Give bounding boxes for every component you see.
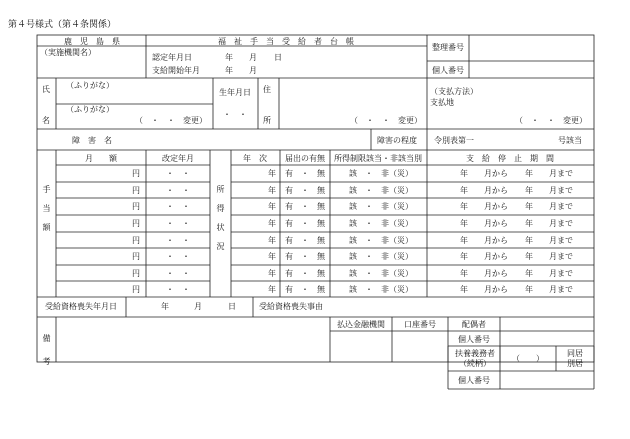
cert-year-label: 年: [225, 53, 233, 62]
row-yen: 円: [132, 236, 140, 245]
loss-day-label: 日: [228, 302, 236, 311]
row-period-from: 年 月から: [460, 269, 508, 278]
row-filing-value: 有 ・ 無: [285, 285, 325, 294]
row-year-unit: 年: [268, 285, 276, 294]
col-income-restriction: 所得制限該当・非該当別: [334, 154, 422, 163]
cohabit-label: 同居: [567, 349, 583, 358]
row-period-to: 年 月まで: [525, 285, 573, 294]
birth-date-label: 生年月日: [219, 88, 251, 97]
row-filing-value: 有 ・ 無: [285, 269, 325, 278]
row-restriction-value: 該 ・ 非（災）: [349, 269, 413, 278]
row-revision-dots: ・ ・: [166, 169, 190, 178]
prefecture-label: 鹿 児 島 県: [64, 37, 120, 46]
col-year: 年 次: [243, 154, 267, 163]
row-revision-dots: ・ ・: [166, 219, 190, 228]
row-revision-dots: ・ ・: [166, 202, 190, 211]
row-revision-dots: ・ ・: [166, 252, 190, 261]
row-revision-dots: ・ ・: [166, 186, 190, 195]
row-year-unit: 年: [268, 236, 276, 245]
ledger-title: 福 祉 手 当 受 給 者 台 帳: [218, 37, 354, 46]
appended-table-label: 令別表第一: [434, 136, 474, 145]
row-year-unit: 年: [268, 202, 276, 211]
row-revision-dots: ・ ・: [166, 269, 190, 278]
col-revision-month: 改定年月: [162, 154, 194, 163]
row-period-to: 年 月まで: [525, 252, 573, 261]
relation-paren: （ ）: [512, 354, 544, 363]
row-filing-value: 有 ・ 無: [285, 236, 325, 245]
row-period-from: 年 月から: [460, 202, 508, 211]
row-period-to: 年 月まで: [525, 269, 573, 278]
account-number-label: 口座番号: [404, 320, 436, 329]
row-yen: 円: [132, 285, 140, 294]
loss-reason-label: 受給資格喪失事由: [259, 302, 323, 311]
address-label-bottom: 所: [263, 116, 271, 125]
item-applicable-label: 号該当: [558, 136, 582, 145]
form-title: 第４号様式（第４条関係）: [8, 20, 117, 30]
row-filing-value: 有 ・ 無: [285, 252, 325, 261]
spouse-personal-number-label: 個人番号: [458, 335, 490, 344]
row-revision-dots: ・ ・: [166, 236, 190, 245]
row-revision-dots: ・ ・: [166, 285, 190, 294]
income-status-side-label: 所得状況: [216, 185, 225, 251]
col-suspension-period: 支 給 停 止 期 間: [466, 154, 554, 163]
row-year-unit: 年: [268, 219, 276, 228]
birth-date-dots: ・ ・: [223, 110, 247, 119]
name-change-note: （ ・ ・ 変更）: [135, 116, 207, 125]
row-period-from: 年 月から: [460, 236, 508, 245]
start-year-label: 年: [225, 66, 233, 75]
address-change-note: （ ・ ・ 変更）: [350, 116, 422, 125]
address-label-top: 住: [263, 85, 271, 94]
name-label-top: 氏: [42, 85, 50, 94]
dependent-personal-number-label: 個人番号: [458, 376, 490, 385]
furigana-label-2: （ふりがな）: [66, 105, 114, 114]
bank-institution-label: 払込金融機関: [337, 320, 385, 329]
remarks-side-label: 備考: [42, 334, 51, 366]
loss-year-label: 年: [161, 302, 169, 311]
row-year-unit: 年: [268, 169, 276, 178]
row-yen: 円: [132, 252, 140, 261]
row-restriction-value: 該 ・ 非（災）: [349, 202, 413, 211]
allowance-side-label: 手当額: [42, 185, 51, 232]
dependent-relation-label: 扶養義務者（続柄）: [455, 349, 495, 368]
row-restriction-value: 該 ・ 非（災）: [349, 186, 413, 195]
disability-degree-label: 障害の程度: [377, 136, 417, 145]
row-year-unit: 年: [268, 252, 276, 261]
row-filing-value: 有 ・ 無: [285, 169, 325, 178]
payment-place-label: （支払方法）支払地: [430, 87, 474, 107]
disability-name-label: 障 害 名: [72, 136, 112, 145]
row-period-to: 年 月まで: [525, 236, 573, 245]
personal-number-label: 個人番号: [432, 66, 464, 75]
row-year-unit: 年: [268, 269, 276, 278]
row-period-to: 年 月まで: [525, 169, 573, 178]
agency-label: （実施機関名）: [40, 48, 96, 57]
row-yen: 円: [132, 169, 140, 178]
cert-date-label: 認定年月日: [152, 53, 192, 62]
row-period-to: 年 月まで: [525, 186, 573, 195]
start-month-unit: 月: [249, 66, 257, 75]
row-filing-value: 有 ・ 無: [285, 202, 325, 211]
row-period-from: 年 月から: [460, 219, 508, 228]
loss-month-label: 月: [194, 302, 202, 311]
row-year-unit: 年: [268, 186, 276, 195]
row-period-from: 年 月から: [460, 186, 508, 195]
start-month-label: 支給開始年月: [152, 66, 200, 75]
furigana-label-1: （ふりがな）: [66, 81, 114, 90]
col-monthly-amount: 月 額: [85, 154, 117, 163]
spouse-label: 配偶者: [462, 320, 486, 329]
row-yen: 円: [132, 202, 140, 211]
management-number-label: 整理番号: [432, 43, 464, 52]
row-period-to: 年 月まで: [525, 202, 573, 211]
row-restriction-value: 該 ・ 非（災）: [349, 236, 413, 245]
payment-change-note: （ ・ ・ 変更）: [515, 116, 587, 125]
row-filing-value: 有 ・ 無: [285, 219, 325, 228]
row-period-to: 年 月まで: [525, 219, 573, 228]
row-restriction-value: 該 ・ 非（災）: [349, 219, 413, 228]
row-restriction-value: 該 ・ 非（災）: [349, 169, 413, 178]
row-yen: 円: [132, 269, 140, 278]
row-restriction-value: 該 ・ 非（災）: [349, 285, 413, 294]
name-label-bottom: 名: [42, 116, 50, 125]
cert-month-label: 月: [249, 53, 257, 62]
separate-label: 別居: [567, 359, 583, 368]
row-period-from: 年 月から: [460, 169, 508, 178]
cert-day-label: 日: [274, 53, 282, 62]
row-yen: 円: [132, 219, 140, 228]
row-period-from: 年 月から: [460, 252, 508, 261]
row-filing-value: 有 ・ 無: [285, 186, 325, 195]
row-period-from: 年 月から: [460, 285, 508, 294]
loss-date-label: 受給資格喪失年月日: [45, 302, 117, 311]
row-restriction-value: 該 ・ 非（災）: [349, 252, 413, 261]
row-yen: 円: [132, 186, 140, 195]
col-filing: 届出の有無: [285, 154, 325, 163]
